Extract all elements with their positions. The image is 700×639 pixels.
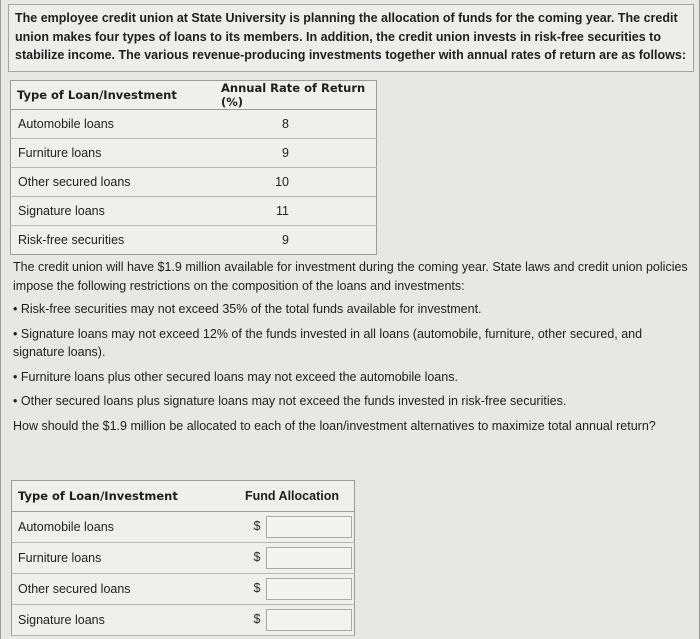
table-row: [12, 574, 355, 605]
table-row: [11, 110, 377, 139]
furniture-allocation-input[interactable]: [266, 547, 352, 569]
alloc-loan-name: Furniture loans: [12, 543, 231, 574]
alloc-loan-name: Automobile loans: [12, 512, 231, 543]
bullet-icon: •: [13, 394, 18, 408]
alloc-header-type: Type of Loan/Investment: [12, 481, 231, 512]
alloc-header-allocation: Fund Allocation: [230, 481, 355, 512]
other-secured-allocation-input[interactable]: [266, 578, 352, 600]
table-row: [11, 139, 377, 168]
loan-rate: 8: [215, 110, 377, 139]
intro-text: The employee credit union at State University is planning the allocation of funds for the coming year. The credit union makes four types of loans to its members. In addition, the credit union invests in risk-free securities to stabilize income. The various revenue-producing investments together with annual rates of return are as follows:: [8, 4, 694, 72]
loan-name: Signature loans: [11, 197, 216, 226]
rates-header-rate: Annual Rate of Return (%): [215, 81, 377, 110]
restriction-bullet: [13, 368, 695, 387]
rates-header-type: Type of Loan/Investment: [11, 81, 216, 110]
restriction-text: Furniture loans plus other secured loans may not exceed the automobile loans.: [20, 369, 458, 384]
problem-body: [13, 258, 695, 435]
bullet-icon: •: [13, 369, 18, 384]
loan-rate: 9: [215, 139, 377, 168]
currency-symbol: $: [253, 519, 261, 534]
table-row: [12, 512, 355, 543]
currency-symbol: $: [253, 550, 261, 565]
signature-allocation-input[interactable]: [266, 609, 352, 631]
loan-name: Risk-free securities: [18, 233, 125, 247]
alloc-loan-name: Signature loans: [12, 605, 231, 636]
table-row: [11, 168, 377, 197]
allocation-table: [11, 480, 355, 636]
alloc-cell: [230, 543, 355, 574]
currency-symbol: $: [253, 612, 261, 627]
loan-rate: 10: [215, 168, 377, 197]
allocation-table-header: [12, 481, 355, 512]
rates-table: [10, 80, 377, 255]
table-row: [11, 197, 377, 226]
question-text: How should the $1.9 million be allocated to each of the loan/investment alternatives to maximize total annual return?: [13, 418, 656, 433]
loan-name: Other secured loans: [11, 168, 216, 197]
alloc-cell: [230, 574, 355, 605]
bullet-icon: •: [13, 302, 18, 316]
loan-name: Automobile loans: [11, 110, 216, 139]
currency-symbol: $: [253, 581, 261, 596]
table-row: [12, 543, 355, 574]
automobile-allocation-input[interactable]: [266, 516, 352, 538]
alloc-cell: [230, 605, 355, 636]
restriction-bullet: [13, 325, 695, 362]
bullet-icon: •: [13, 326, 18, 341]
rates-table-header: [11, 81, 377, 110]
restriction-text: Risk-free securities may not exceed 35% of the total funds available for investment.: [20, 302, 482, 316]
restriction-bullet: [13, 300, 695, 319]
funds-paragraph: The credit union will have $1.9 million available for investment during the coming year. State laws and credit union policies impose the following restrictions on the composition of the loans and investments:: [13, 260, 688, 293]
alloc-loan-name: Other secured loans: [12, 574, 231, 605]
restriction-bullet: [13, 392, 695, 411]
table-row: [11, 226, 377, 255]
loan-rate: 11: [215, 197, 377, 226]
loan-rate: 9: [282, 233, 289, 247]
table-row: [12, 605, 355, 636]
restriction-text: Other secured loans plus signature loans may not exceed the funds invested in risk-free securities.: [20, 394, 567, 408]
loan-name: Furniture loans: [11, 139, 216, 168]
restriction-text: Signature loans may not exceed 12% of the funds invested in all loans (automobile, furniture, other secured, and signature loans).: [13, 326, 643, 359]
alloc-cell: [230, 512, 355, 543]
